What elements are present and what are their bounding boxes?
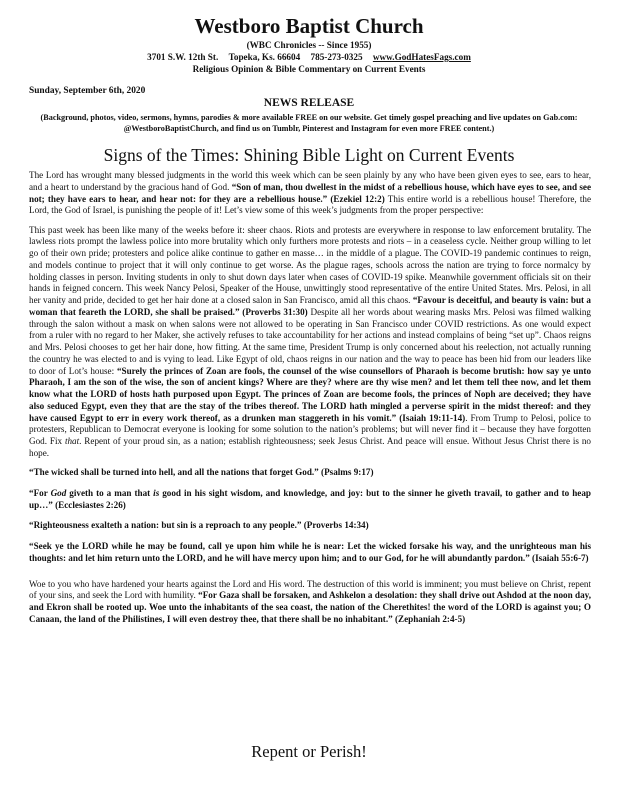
city-zip: Topeka, Ks. 66604 [228,52,301,62]
verse-isaiah-55-text: “Seek ye the LORD while he may be found, call ye upon him while he is near: Let the wicked forsake his way, and the unrighteous man his thoughts: and let him return unto the LORD, and he will have mercy upon him; and to our God, for he will abundantly pardon.” (Isaiah 55:6-7) [29,541,591,563]
verse-eccl-a: “For [29,487,51,498]
main-text-a: This past week has been like many of the weeks before it: sheer chaos. Riots and protests are everywhere in response to law enforcement brutality. The lawless riots prompt the lawless police into more brutality which only furthers more protests and riots – in a ceaseless cycle. Neither group willing to let go of their own pride; protesters and police alike continue to gather en masse… in the middle of a plague. The COVID-19 pandemic continues to reign, and models continue to project that it will only continue to get worse. As the plague rages, schools across the nation are trying to force normalcy by holding classes in person. Inviting students in only to shut down days later when cases of COVID-19 spike. Meanwhile government officials sit on their hands in feigned concern. This week Nancy Pelosi, Speaker of the House, unwittingly stood representative of the entire United States. Mrs. Pelosi, in all her vanity and pride, decided to get her hair done at a closed salon in San Francisco, amid all this chaos. [29,224,591,305]
verse-proverbs-text: “Righteousness exalteth a nation: but sin is a reproach to any people.” (Proverbs 14:34) [29,520,369,531]
release-date: Sunday, September 6th, 2020 [29,86,146,96]
repent-closing: Repent or Perish! [251,742,367,761]
chronicles-subtitle: (WBC Chronicles -- Since 1955) [246,40,372,50]
main-scripture-isaiah: “Surely the princes of Zoan are fools, the counsel of the wise counsellors of Pharaoh is become brutish: how say ye unto Pharaoh, I am the son of the wise, the son of ancient kings? Where are they? where are thy wise men? and let them tell thee now, and let them know what the LORD of hosts hath purposed upon Egypt. The princes of Zoan are become fools, the princes of Noph are deceived; they have also seduced Egypt, even they that are the stay of the tribes thereof. The LORD hath mingled a perverse spirit in the midst thereof: and they have caused Egypt to err in every work thereof, as a drunken man staggereth in his vomit.” (Isaiah 19:11-14) [29,365,592,423]
article-body [29,170,591,633]
verse-eccl-italic-2: is [153,487,160,498]
main-text-b: Despite all her words about wearing masks Mrs. Pelosi was filmed walking through the salon without a mask on when salons were not allowed to be operating in San Francisco under COVID restrictions. As one would expect from a ruler with no regard to her Maker, she actively refuses to take accountability for her actions and instead complains of being “set up”. Chaos reigns and Mrs. Pelosi chooses to get her hair done, how fitting. At the same time, President Trump is only concerned about his reelection, not actually running the country he was elected to and is vying to lead. Like Egypt of old, chaos reigns in our nation and the way to peace has been hid from our leaders like to door of Lot’s house: [29,306,591,376]
verse-proverbs [29,520,591,532]
paragraph-main [29,225,591,460]
street-address: 3701 S.W. 12th St. [147,52,219,62]
closing-scripture: “For Gaza shall be forsaken, and Ashkelon a desolation: they shall drive out Ashdod at the noon day, and Ekron shall be rooted up. Woe unto the inhabitants of the sea coast, the nation of the Cherethites! the word of the LORD is against you; O Canaan, the land of the Philistines, I will even destroy thee, that there shall be no inhabitant.” (Zephaniah 2:4-5) [29,590,591,624]
verse-eccl-c: good in his sight wisdom, and knowledge, and joy: but to the sinner he giveth travail, to gather and to heap up…” (Ecclesiastes 2:26) [29,487,591,510]
closing-text: Woe to you who have hardened your hearts against the Lord and His word. The destruction of this world is imminent; you must believe on Christ, repent of your sins, and seek the Lord with humility. [29,578,591,601]
verse-isaiah-55 [29,541,591,565]
intro-text-end: This entire world is a rebellious house! Therefore, the Lord, the God of Israel, is punishing the people of it! Let’s view some of this week’s judgments from the proper perspective: [29,193,592,216]
article-headline: Signs of the Times: Shining Bible Light on Current Events [103,145,515,165]
verse-eccl-b: giveth to a man that [66,487,154,498]
paragraph-closing [29,579,591,626]
phone-number: 785-273-0325 [310,52,363,62]
verse-ecclesiastes [29,488,591,512]
church-name-title: Westboro Baptist Church [194,14,424,38]
paragraph-intro [29,170,591,217]
tagline: Religious Opinion & Bible Commentary on Current Events [192,64,426,74]
website-link[interactable]: www.GodHatesFags.com [372,52,471,62]
news-release-label: NEWS RELEASE [263,97,355,109]
main-text-c: . From Trump to Pelosi, police to protesters, Republican to Democrat everyone is looking for some solution to the nation’s problems; but will never find it – because they have forgotten God. Fix [29,412,591,446]
verse-psalms [29,467,591,479]
intro-scripture: “Son of man, thou dwellest in the midst of a rebellious house, which have eyes to see, and see not; they have ears to hear, and hear not: for they are a rebellious house.” (Ezekiel 12:2) [29,181,591,204]
main-text-italic: that [64,436,80,446]
main-text-d: . Repent of your proud sin, as a nation; establish righteousness; seek Jesus Christ. And peace will ensue. Without Jesus Christ there is no hope. [29,436,591,458]
verse-psalms-text: “The wicked shall be turned into hell, and all the nations that forget God.” (Psalms 9:17) [29,467,374,477]
news-release-note: (Background, photos, video, sermons, hymns, parodies & more available FREE on our website. Get timely gospel preaching and live updates on Gab.com: @WestboroBaptistChurch, and find us on Tumblr, Pinterest and Instagram for even more FREE content.) [40,113,578,133]
verse-eccl-italic-1: God [50,487,67,498]
contact-line [0,52,618,63]
intro-text: The Lord has wrought many blessed judgments in the world this week which can be seen plainly by any who have been given eyes to see, ears to hear, and a heart to understand by the gracious hand of God. [29,170,591,192]
main-scripture-proverbs: “Favour is deceitful, and beauty is vain: but a woman that feareth the LORD, she shall be praised.” (Proverbs 31:30) [29,295,591,317]
